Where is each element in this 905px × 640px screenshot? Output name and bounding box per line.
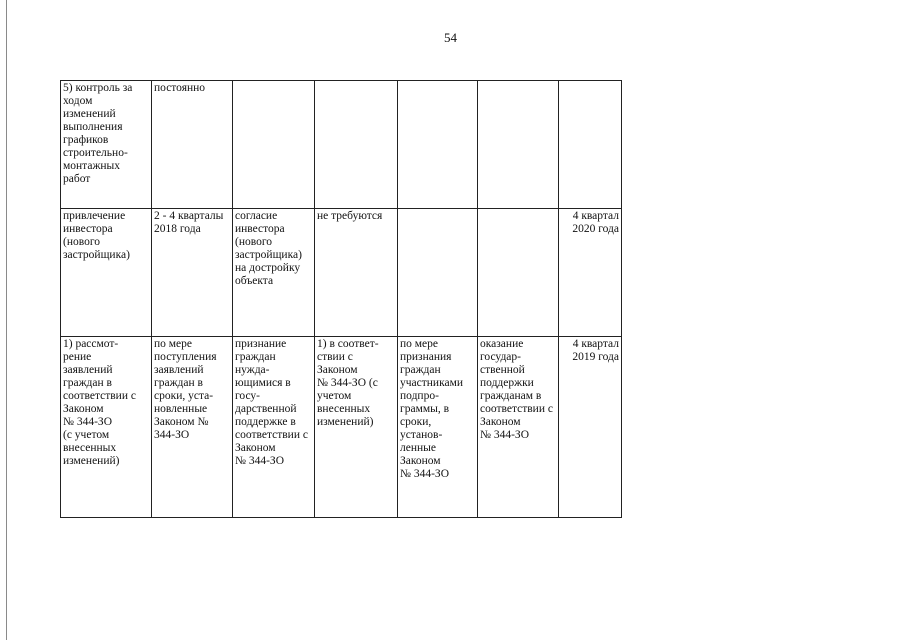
- table-cell: [315, 81, 398, 209]
- table-cell: [478, 81, 559, 209]
- table-cell: [559, 209, 622, 337]
- table-cell: [233, 209, 315, 337]
- cell-text: признание граждан нужда- ющимися в госу- дарственной поддержке в соответствии с Законом № 344-ЗО: [235, 338, 308, 467]
- cell-text: 4 квартал 2019 года: [572, 338, 619, 363]
- cell-text: оказание государ- ственной поддержки гражданам в соответствии с Законом № 344-ЗО: [480, 338, 553, 441]
- table-row: [61, 81, 622, 209]
- table-cell: [315, 209, 398, 337]
- table-cell: [152, 337, 233, 518]
- table-cell: [398, 337, 478, 518]
- cell-text: привлечение инвестора (нового застройщика): [63, 210, 130, 261]
- cell-text: 1) рассмот- рение заявлений граждан в соответствии с Законом № 344-ЗО (с учетом внесенных изменений): [63, 338, 136, 467]
- cell-text: не требуются: [317, 210, 383, 222]
- cell-text: 1) в соответ- ствии с Законом № 344-ЗО (с учетом внесенных изменений): [317, 338, 379, 428]
- cell-text: 4 квартал 2020 года: [572, 210, 619, 235]
- table-cell: [233, 337, 315, 518]
- table-cell: [233, 81, 315, 209]
- table-cell: [315, 337, 398, 518]
- cell-text: 2 - 4 кварталы 2018 года: [154, 210, 224, 235]
- table-cell: [559, 337, 622, 518]
- table-cell: [61, 337, 152, 518]
- page-number: 54: [444, 30, 457, 45]
- table-row: [61, 209, 622, 337]
- cell-text: согласие инвестора (нового застройщика) на достройку объекта: [235, 210, 302, 287]
- cell-text: по мере поступления заявлений граждан в сроки, уста- новленные Законом № 344-ЗО: [154, 338, 217, 441]
- table-cell: [478, 209, 559, 337]
- table-row: [61, 337, 622, 518]
- table-cell: [152, 81, 233, 209]
- cell-text: 5) контроль за ходом изменений выполнения графиков строительно- монтажных работ: [63, 82, 133, 185]
- data-table: [60, 80, 622, 518]
- cell-text: по мере признания граждан участниками подпро- граммы, в сроки, установ- ленные Законом № 344-ЗО: [400, 338, 464, 480]
- table-cell: [152, 209, 233, 337]
- page-left-edge-line: [6, 0, 7, 640]
- table-cell: [398, 81, 478, 209]
- table-cell: [61, 209, 152, 337]
- cell-text: постоянно: [154, 82, 206, 94]
- table-cell: [478, 337, 559, 518]
- table-cell: [559, 81, 622, 209]
- table-cell: [398, 209, 478, 337]
- table-cell: [61, 81, 152, 209]
